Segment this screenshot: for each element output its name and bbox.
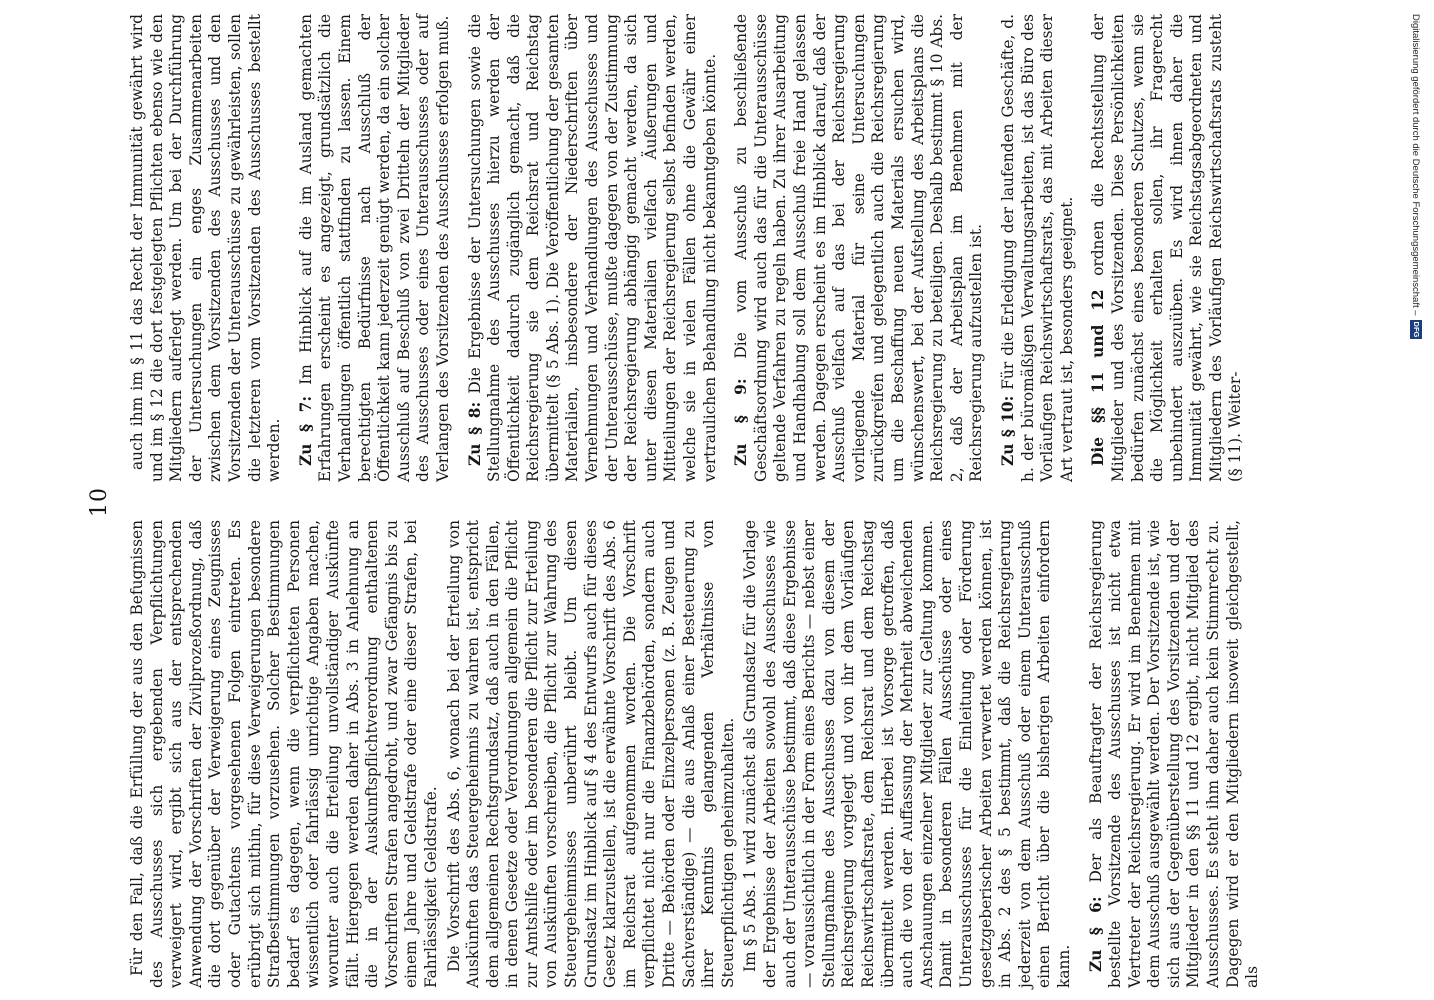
paragraph-section-6: Zu § 6: Der als Beauftragter der Reichsregierung bestellte Vorsitzende des Ausschusses ist nicht etwa Vertreter der Reichsregierung. Er wird im Benehmen mit dem Ausschuß ausgewählt werden. Der Vorsitzende ist, wie sich aus der Gegenüberstellung des Vorsitzenden und der Mitglieder in den §§ 11 und 12 ergibt, nicht Mitglied des Ausschusses. Es steht ihm daher auch kein Stimmrecht zu. Dagegen wird er den Mitgliedern insoweit gleichgestellt, als bbox=[1086, 520, 1262, 988]
paragraph: Die Vorschrift des Abs. 6, wonach bei der Erteilung von Auskünften das Steuergeheimnis zu wahren ist, entspricht dem allgemeinen Rechtsgrundsatz, daß auch in den Fällen, in denen Gesetze oder Verordnungen allgemein die Pflicht zur Amtshilfe oder im besonderen die Pflicht zur Erteilung von Auskünften vorschreiben, die Pflicht zur Wahrung des Steuergeheimnisses unberührt bleibt. Um diesen Grundsatz im Hinblick auf § 4 des Entwurfs auch für dieses Gesetz klarzustellen, ist die erwähnte Vorschrift des Abs. 6 im Reichsrat aufgenommen worden. Die Vorschrift verpflichtet nicht nur die Finanzbehörden, sondern auch Dritte — Behörden oder Einzelpersonen (z. B. Zeugen und Sachverständige) — die aus Anlaß einer Besteuerung zu ihrer Kenntnis gelangenden Verhältnisse von Steuerpflichtigen geheimzuhalten. bbox=[444, 520, 737, 988]
digitization-credit bbox=[1392, 0, 1434, 1000]
section-heading: Zu § 8: bbox=[465, 401, 484, 466]
paragraph-sections-11-12: Die §§ 11 und 12 ordnen die Rechtsstellung der Mitglieder und des Vorsitzenden. Diese Persönlichkeiten bedürfen zunächst eines besonderen Schutzes, wenn sie die Möglichkeit erhalten sollen, ihr Fragerecht unbehindert auszuüben. Es wird ihnen daher die Immunität gewährt, wie sie Reichstagsabgeordneten und Mitgliedern des Vorläufigen Reichswirtschaftsrats zusteht (§ 11). Weiter- bbox=[1089, 14, 1245, 482]
paragraph: Für den Fall, daß die Erfüllung der aus den Befugnissen des Ausschusses sich ergebenden Verpflichtungen verweigert wird, ergibt sich aus der entsprechenden Anwendung der Vorschriften der Zivilprozeßordnung, daß die dort gegenüber der Verweigerung eines Zeugnisses oder Gutachtens vorgesehenen Folgen eintreten. Es erübrigt sich mithin, für diese Verweigerungen besondere Strafbestimmungen vorzusehen. Solcher Bestimmungen bedarf es dagegen, wenn die verpflichteten Personen wissentlich oder fahrlässig unrichtige Angaben machen, worunter auch die Erteilung unvollständiger Auskünfte fällt. Hiergegen werden daher in Abs. 3 in Anlehnung an die in der Auskunftspflichtverordnung enthaltenen Vorschriften Strafen angedroht, und zwar Gefängnis bis zu einem Jahre und Geldstrafe oder eine dieser Strafen, bei Fahrlässigkeit Geldstrafe. bbox=[128, 520, 440, 988]
section-heading: Zu § 10: bbox=[998, 395, 1017, 466]
paragraph: Im § 5 Abs. 1 wird zunächst als Grundsatz für die Vorlage der Ergebnisse der Arbeiten sowohl des Ausschusses wie auch der Unterausschüsse bestimmt, daß diese Ergebnisse — voraussichtlich in der Form eines Berichts — nebst einer Stellungnahme des Ausschusses dazu von diesem der Reichsregierung vorgelegt und von ihr dem Vorläufigen Reichswirtschaftsrate, dem Reichsrat und dem Reichstag übermittelt werden. Hierbei ist Vorsorge getroffen, daß auch die von der Auffassung der Mehrheit abweichenden Anschauungen einzelner Mitglieder zur Geltung kommen. Damit in besonderen Fällen Ausschüsse oder eines Unterausschusses für die Einleitung oder Förderung gesetzgeberischer Arbeiten verwertet werden können, ist in Abs. 2 des § 5 bestimmt, daß die Reichsregierung jederzeit von dem Ausschuß oder einem Unterausschuß einen Bericht über die bisherigen Arbeiten einfordern kann. bbox=[741, 520, 1073, 988]
left-column bbox=[128, 520, 1266, 988]
paragraph-section-9: Zu § 9: Die vom Ausschuß zu beschließende Geschäftsordnung wird auch das für die Unterausschüsse geltende Verfahren zu regeln haben. Zu ihrer Ausarbeitung und Handhabung soll dem Ausschuß freie Hand gelassen werden. Dagegen erscheint es im Hinblick darauf, daß der Ausschuß vielfach auf das bei der Reichsregierung vorliegende Material für seine Untersuchungen zurückgreifen und gelegentlich auch die Reichsregierung um die Beschaffung neuen Materials ersuchen wird, wünschenswert, bei der Aufstellung des Arbeitsplans die Reichsregierung zu beteiligen. Deshalb bestimmt § 10 Abs. 2, daß der Arbeitsplan im Benehmen mit der Reichsregierung aufzustellen ist. bbox=[732, 14, 986, 482]
dfg-logo: DFG bbox=[1412, 321, 1421, 338]
page-number: 10 bbox=[87, 487, 112, 517]
section-heading: Zu § 6: bbox=[1086, 896, 1105, 972]
right-column bbox=[128, 14, 1249, 482]
paragraph-section-8: Zu § 8: Die Ergebnisse der Untersuchungen sowie die Stellungnahme des Ausschusses hierzu werden der Öffentlichkeit dadurch zugänglich gemacht, daß die Reichsregierung sie dem Reichsrat und Reichstag übermittelt (§ 5 Abs. 1). Die Veröffentlichung der gesamten Materialien, insbesondere der Niederschriften über Vernehmungen und Verhandlungen des Ausschusses und der Unterausschüsse, mußte dagegen von der Zustimmung der Reichsregierung abhängig gemacht werden, da sich unter diesen Materialien vielfach Äußerungen und Mitteilungen der Reichsregierung selbst befinden werden, welche sie in vielen Fällen ohne die Gewähr einer vertraulichen Behandlung nicht bekanntgeben könnte. bbox=[465, 14, 719, 482]
paragraph: auch ihm im § 11 das Recht der Immunität gewährt wird und im § 12 die dort festgelegten Pflichten ebenso wie den Mitgliedern auferlegt werden. Um bei der Durchführung der Untersuchungen ein enges Zusammenarbeiten zwischen dem Vorsitzenden des Ausschusses und den Vorsitzenden der Unterausschüsse zu gewährleisten, sollen die letzteren vom Vorsitzenden des Ausschusses bestellt werden. bbox=[128, 14, 284, 482]
section-heading: Zu § 9: bbox=[732, 378, 751, 466]
paragraph-section-7: Zu § 7: Im Hinblick auf die im Ausland gemachten Erfahrungen erscheint es angezeigt, grundsätzlich die Verhandlungen öffentlich stattfinden zu lassen. Einem berechtigten Bedürfnisse nach Ausschluß der Öffentlichkeit kann jederzeit genügt werden, da ein solcher Ausschluß auf Beschluß von zwei Dritteln der Mitglieder des Ausschusses oder eines Unterausschusses oder auf Verlangen des Vorsitzenden des Ausschusses erfolgen muß. bbox=[296, 14, 452, 482]
section-heading: Zu § 7: bbox=[296, 395, 315, 466]
paragraph-section-10: Zu § 10: Für die Erledigung der laufenden Geschäfte, d. h. der büromäßigen Verwaltungsarbeiten, ist das Büro des Vorläufigen Reichswirtschaftsrats, das mit Arbeiten dieser Art vertraut ist, besonders geeignet. bbox=[998, 14, 1076, 482]
scanned-page bbox=[86, 0, 1320, 1000]
section-heading: Die §§ 11 und 12 bbox=[1089, 289, 1108, 466]
credit-text: Digitalisierung gefördert durch die Deutsche Forschungsgemeinschaft – bbox=[1410, 14, 1422, 316]
